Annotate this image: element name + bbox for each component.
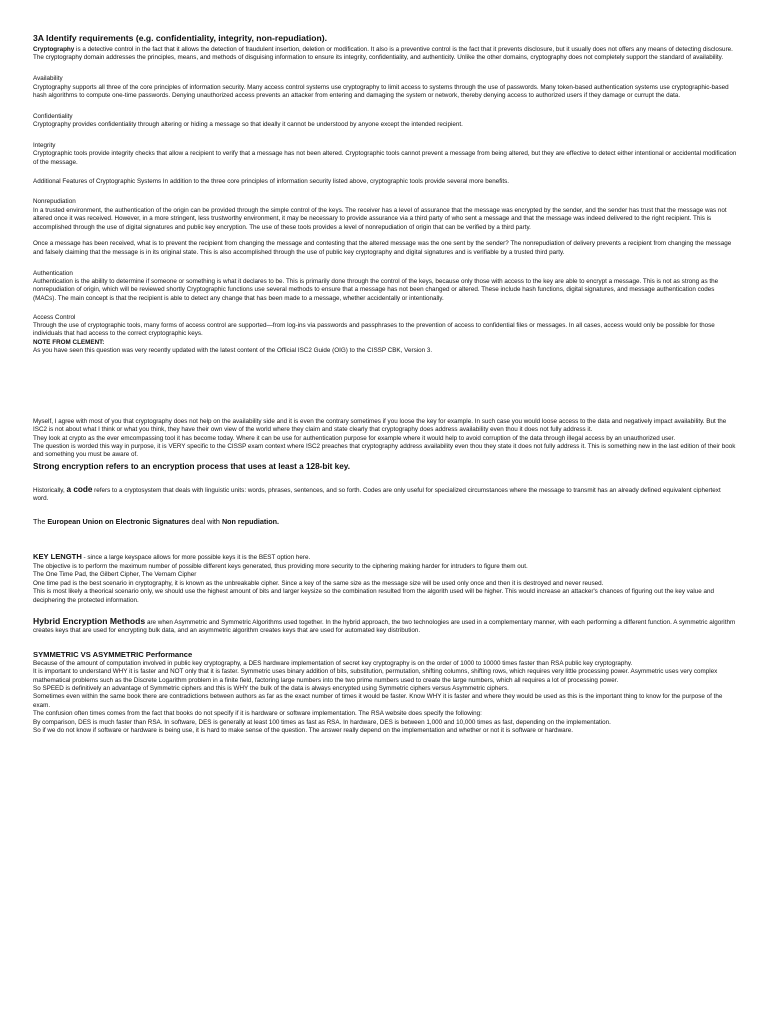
authentication-body: Authentication is the ability to determine if someone or something is what it declares to be. This is primarily done through the control of the keys, because only those with access to the key are able to encrypt a message. This is not as strong as the nonrepudiation of origin, which will be reviewed shortly Cryptographic functions use several methods to ensure that a message has not been changed or altered. These include hash functions, digital signatures, and message authentication codes (MACs). The main concept is that the recipient is able to detect any change that has been made to a message, whether accidentally or intentionally. [33, 278, 719, 302]
eu-mid: deal with [189, 516, 222, 526]
opinion-paragraph-3: The question is worded this way in purpose, it is VERY specific to the CISSP exam context where ISC2 preaches that cryptography address availability even thou they state it does not fully address it. This is something new in the last edition of their book and something you must be aware of. [33, 442, 736, 459]
nonrepudiation-body-1: In a trusted environment, the authentication of the origin can be provided through the simple control of the keys. The receiver has a level of assurance that the message was encrypted by the sender, and the sender has trust that the message was not altered once it was received. However, in a more stringent, less trustworthy environment, it may be necessary to provide assurance via a third party of who sent a message and that the message was indeed delivered to the right recipient. This is accomplished through the use of digital signatures and public key encryption. The use of these tools provides a level of nonrepudiation of origin that can be verified by a third party. [33, 206, 727, 231]
integrity-heading: Integrity [33, 142, 56, 150]
symmetric-heading: SYMMETRIC VS ASYMMETRIC Performance [33, 649, 193, 659]
symmetric-line-2: It is important to understand WHY it is faster and NOT only that it is faster. Symmetric uses binary addition of bits, substitution, permutation, shifting columns, shifting rows, which requires very little processing power. Asymmetric uses very complex mathematical problems such as the Discrete Logarithm problem in a finite field, factoring large numbers into the two prime numbers used to create the large numbers, which all requires a lot of processing power. [33, 668, 718, 684]
intro-paragraph [33, 46, 737, 54]
page-title: 3A Identify requirements (e.g. confidentiality, integrity, non-repudiation). [33, 33, 327, 43]
code-body: refers to a cryptosystem that deals with linguistic units: words, phrases, sentences, and so forth. Codes are only useful for specialized circumstances where the message to transmit has an already defined equivalent ciphertext word. [33, 486, 721, 503]
intro-text: is a detective control in the fact that it allows the detection of fraudulent insertion, deletion or modification. It also is a preventive control is the fact that it prevents disclosure, but it usually does not offers any means of detecting disclosure. [74, 46, 733, 53]
eu-term-2: Non repudiation. [221, 516, 280, 526]
key-length-line-4: This is most likely a theorical scenario only, we should use the highest amount of bits and larger keysize so the combination resulted from the algorith used will be higher. This would increase an attacker's chances of figuring out the key value and deciphering the protected information. [33, 588, 715, 604]
opinion-paragraph-2: They look at crypto as the ever emcompassing tool it has become today. Where it can be use for authentication purpose for example where it would help to avoid corruption of the data through illegal access by an unauthorized user. [33, 434, 676, 442]
key-length-line-1: The objective is to perform the maximum number of possible different keys generated, thus providing more security to the ciphering making harder for intruders to figure them out. [33, 562, 528, 570]
availability-body: Cryptography supports all three of the core principles of information security. Many access control systems use cryptography to limit access to systems through the use of passwords. Many token-based authentication systems use cryptographic-based hash algorithms to compute one-time passwords. Denying unauthorized access prevents an attacker from entering and damaging the system or network, thereby denying access to authorized users if they damage or currupt the data. [33, 83, 729, 100]
opinion-paragraph-1: Myself, I agree with most of you that cryptography does not help on the availability side and it is even the contrary sometimes if you loose the key for example. In such case you would loose access to the data and negatively impact availability. But the ISC2 is not about what I think or what you think, they have their own view of the world where they claim and state clearly that cryptography does address availability even thou it does not fully address it. [33, 417, 727, 434]
note-heading: NOTE FROM CLEMENT: [33, 338, 105, 346]
access-control-heading: Access Control [33, 313, 76, 321]
key-length-tail: - since a large keyspace allows for more possible keys it is the BEST option here. [81, 553, 311, 561]
key-length-heading [33, 552, 737, 563]
code-paragraph [33, 486, 737, 504]
availability-heading: Availability [33, 75, 63, 83]
confidentiality-heading: Confidentiality [33, 112, 73, 120]
symmetric-line-3: So SPEED is definitively an advantage of Symmetric ciphers and this is WHY the bulk of the data is always encrypted using Symmetric ciphers versus Asymmetric ciphers. [33, 685, 509, 692]
additional-features: Additional Features of Cryptographic Systems In addition to the three core principles of information security listed above, cryptographic tools provide several more benefits. [33, 177, 510, 185]
hybrid-paragraph [33, 617, 737, 636]
nonrepudiation-heading: Nonrepudiation [33, 198, 76, 206]
key-length-line-2: The One Time Pad, the Gilbert Cipher, The Vernam Cipher [33, 571, 197, 579]
symmetric-line-5: The confusion often times comes from the fact that books do not specify if it is hardware or software implementation. The RSA website does specify the following: [33, 710, 482, 718]
symmetric-line-1: Because of the amount of computation involved in public key cryptography, a DES hardware implementation of secret key cryptography is on the order of 1000 to 10000 times faster than RSA public key cryptography. [33, 659, 633, 667]
symmetric-line-7: So if we do not know if software or hardware is being use, it is hard to make sense of the question. The answer really depend on the implementation and whether or not it is software or hardware. [33, 727, 573, 735]
symmetric-line-6: By comparison, DES is much faster than RSA. In software, DES is generally at least 100 times as fast as RSA. In hardware, DES is between 1,000 and 10,000 times as fast, depending on the implementation. [33, 718, 611, 726]
confidentiality-body: Cryptography provides confidentiality through altering or hiding a message so that ideally it cannot be understood by anyone except the intended recipient. [33, 121, 463, 129]
hybrid-body: are when Asymmetric and Symmetric Algorithms used together. In the hybrid approach, the two technologies are used in a complementary manner, with each performing a different function. A symmetric algorithm creates keys that are used for encrypting bulk data, and an asymmetric algorithm creates keys that are used for automated key distribution. [33, 618, 736, 635]
key-length-line-3: One time pad is the best scenario in cryptography, it is known as the unbreakable cipher. Since a key of the same size as the message size will be used only once and then it is destroyed and never reused. [33, 579, 604, 587]
hybrid-term: Hybrid Encryption Methods [33, 615, 146, 626]
eu-term: European Union on Electronic Signatures [47, 516, 190, 526]
intro-lead: Cryptography [33, 46, 75, 53]
code-pre: Historically, [33, 486, 67, 494]
note-body: As you have seen this question was very recently updated with the latest content of the Official ISC2 Guide (OIG) to the CISSP CBK, Version 3. [33, 347, 433, 355]
access-control-body: Through the use of cryptographic tools, many forms of access control are supported—from log-ins via passwords and passphrases to the prevention of access to confidential files or messages. In all cases, access would only be possible for those individuals that had access to the correct cryptographic keys. [33, 322, 715, 338]
document-body [33, 33, 737, 735]
intro-paragraph-2: The cryptography domain addresses the principles, means, and methods of disguising information to ensure its integrity, confidentiality, and authenticity. Unlike the other domains, cryptography does not completely support the standard of availability. [33, 54, 724, 62]
integrity-body: Cryptographic tools provide integrity checks that allow a recipient to verify that a message has not been altered. Cryptographic tools cannot prevent a message from being altered, but they are effective to detect either intentional or accidental modification of the message. [33, 150, 737, 166]
strong-encryption-statement: Strong encryption refers to an encryption process that uses at least a 128-bit key. [33, 461, 350, 471]
eu-paragraph [33, 518, 737, 526]
symmetric-line-4: Sometimes even within the same book there are contradictions between authors as far as the exact number of times it would be faster. Know WHY it is faster and where they would be used as this is the important thing to know for the purpose of the exam. [33, 693, 723, 709]
authentication-heading: Authentication [33, 269, 73, 277]
eu-pre: The [33, 516, 48, 526]
nonrepudiation-body-2: Once a message has been received, what is to prevent the recipient from changing the message and contesting that the altered message was the one sent by the sender? The nonrepudiation of delivery prevents a recipient from changing the message and falsely claiming that the message is in its original state. This is also accomplished through the use of public key cryptography and digital signatures and is verifiable by a trusted third party. [33, 240, 732, 256]
code-term: a code [66, 484, 93, 494]
key-length-title: KEY LENGTH [33, 551, 82, 561]
